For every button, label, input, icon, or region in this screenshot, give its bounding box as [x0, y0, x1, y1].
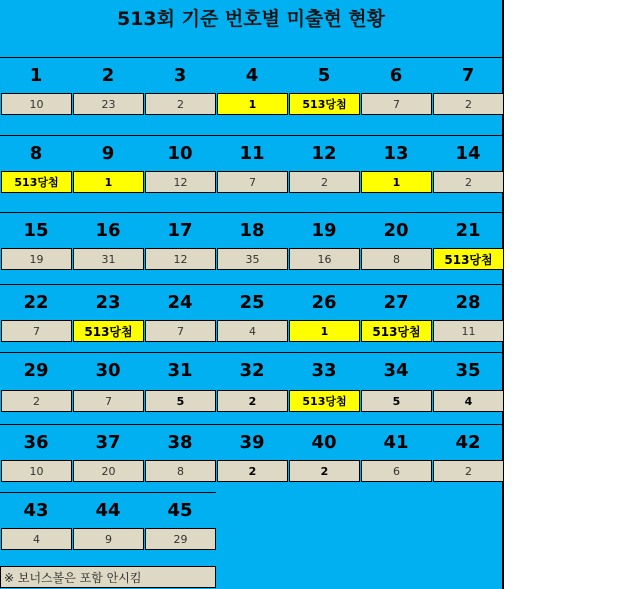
lotto-number: 36	[23, 432, 49, 453]
row-divider	[0, 135, 502, 136]
absence-count-cell: 7	[73, 390, 144, 412]
absence-count-cell: 10	[1, 93, 72, 115]
lotto-number: 38	[167, 432, 193, 453]
lotto-number: 15	[23, 220, 49, 241]
absence-count-cell: 7	[361, 93, 432, 115]
absence-count-cell: 2	[289, 460, 360, 482]
absence-count-cell: 12	[145, 248, 216, 270]
lotto-number: 9	[101, 143, 115, 164]
absence-count-cell: 31	[73, 248, 144, 270]
absence-count-cell: 10	[1, 460, 72, 482]
highlighted-count-cell: 513당첨	[73, 320, 144, 342]
absence-count-cell: 4	[433, 390, 504, 412]
lotto-number: 43	[23, 500, 49, 521]
lotto-number: 3	[173, 65, 187, 86]
absence-count-cell: 7	[217, 171, 288, 193]
absence-count-cell: 2	[217, 390, 288, 412]
lotto-number: 44	[95, 500, 121, 521]
highlighted-count-cell: 1	[73, 171, 144, 193]
highlighted-count-cell: 1	[217, 93, 288, 115]
absence-count-cell: 35	[217, 248, 288, 270]
absence-count-cell: 2	[289, 171, 360, 193]
lotto-number: 28	[455, 292, 481, 313]
absence-count-cell: 8	[145, 460, 216, 482]
lotto-number: 8	[29, 143, 43, 164]
lotto-number: 6	[389, 65, 403, 86]
absence-count-cell: 7	[1, 320, 72, 342]
absence-count-cell: 29	[145, 528, 216, 550]
absence-count-cell: 7	[145, 320, 216, 342]
lotto-number: 26	[311, 292, 337, 313]
absence-count-cell: 20	[73, 460, 144, 482]
absence-count-cell: 2	[433, 171, 504, 193]
absence-count-cell: 2	[1, 390, 72, 412]
absence-count-cell: 5	[145, 390, 216, 412]
lotto-number: 27	[383, 292, 409, 313]
absence-count-cell: 12	[145, 171, 216, 193]
lotto-number: 7	[461, 65, 475, 86]
lotto-number: 41	[383, 432, 409, 453]
row-divider	[0, 284, 502, 285]
lotto-number: 11	[239, 143, 265, 164]
lotto-number: 45	[167, 500, 193, 521]
lotto-number: 32	[239, 360, 265, 381]
lotto-number: 42	[455, 432, 481, 453]
highlighted-count-cell: 513당첨	[361, 320, 432, 342]
absence-count-cell: 19	[1, 248, 72, 270]
absence-count-cell: 5	[361, 390, 432, 412]
highlighted-count-cell: 513당첨	[289, 390, 360, 412]
absence-count-cell: 2	[145, 93, 216, 115]
lotto-number: 14	[455, 143, 481, 164]
absence-count-cell: 2	[433, 460, 504, 482]
lotto-number: 12	[311, 143, 337, 164]
row-divider	[0, 57, 502, 58]
row-divider	[0, 352, 502, 353]
lotto-number: 4	[245, 65, 259, 86]
absence-count-cell: 4	[217, 320, 288, 342]
lotto-number: 40	[311, 432, 337, 453]
row-divider	[0, 492, 216, 493]
lotto-number: 39	[239, 432, 265, 453]
lotto-number: 1	[29, 65, 43, 86]
absence-count-cell: 23	[73, 93, 144, 115]
lotto-number: 20	[383, 220, 409, 241]
lotto-number: 25	[239, 292, 265, 313]
row-divider	[0, 424, 502, 425]
lotto-number: 19	[311, 220, 337, 241]
lotto-number: 29	[23, 360, 49, 381]
highlighted-count-cell: 513당첨	[1, 171, 72, 193]
absence-count-cell: 4	[1, 528, 72, 550]
lotto-number: 33	[311, 360, 337, 381]
lotto-number: 37	[95, 432, 121, 453]
row-divider	[0, 212, 502, 213]
absence-count-cell: 6	[361, 460, 432, 482]
highlighted-count-cell: 513당첨	[289, 93, 360, 115]
lotto-number: 2	[101, 65, 115, 86]
page-title: 513회 기준 번호별 미출현 현황	[116, 8, 385, 30]
absence-count-cell: 9	[73, 528, 144, 550]
lotto-number: 31	[167, 360, 193, 381]
absence-count-cell: 16	[289, 248, 360, 270]
lotto-number: 13	[383, 143, 409, 164]
absence-count-cell: 8	[361, 248, 432, 270]
lotto-number: 16	[95, 220, 121, 241]
highlighted-count-cell: 513당첨	[433, 248, 504, 270]
lotto-number: 30	[95, 360, 121, 381]
lotto-number: 34	[383, 360, 409, 381]
lotto-number: 10	[167, 143, 193, 164]
absence-count-cell: 2	[217, 460, 288, 482]
absence-count-cell: 11	[433, 320, 504, 342]
lotto-number: 21	[455, 220, 481, 241]
lotto-number: 17	[167, 220, 193, 241]
highlighted-count-cell: 1	[289, 320, 360, 342]
lotto-number: 23	[95, 292, 121, 313]
highlighted-count-cell: 1	[361, 171, 432, 193]
lotto-number: 24	[167, 292, 193, 313]
absence-count-cell: 2	[433, 93, 504, 115]
lotto-number: 22	[23, 292, 49, 313]
lotto-number: 5	[317, 65, 331, 86]
lotto-number: 35	[455, 360, 481, 381]
lotto-number: 18	[239, 220, 265, 241]
footnote: ※ 보너스볼은 포함 안시킴	[0, 566, 216, 588]
